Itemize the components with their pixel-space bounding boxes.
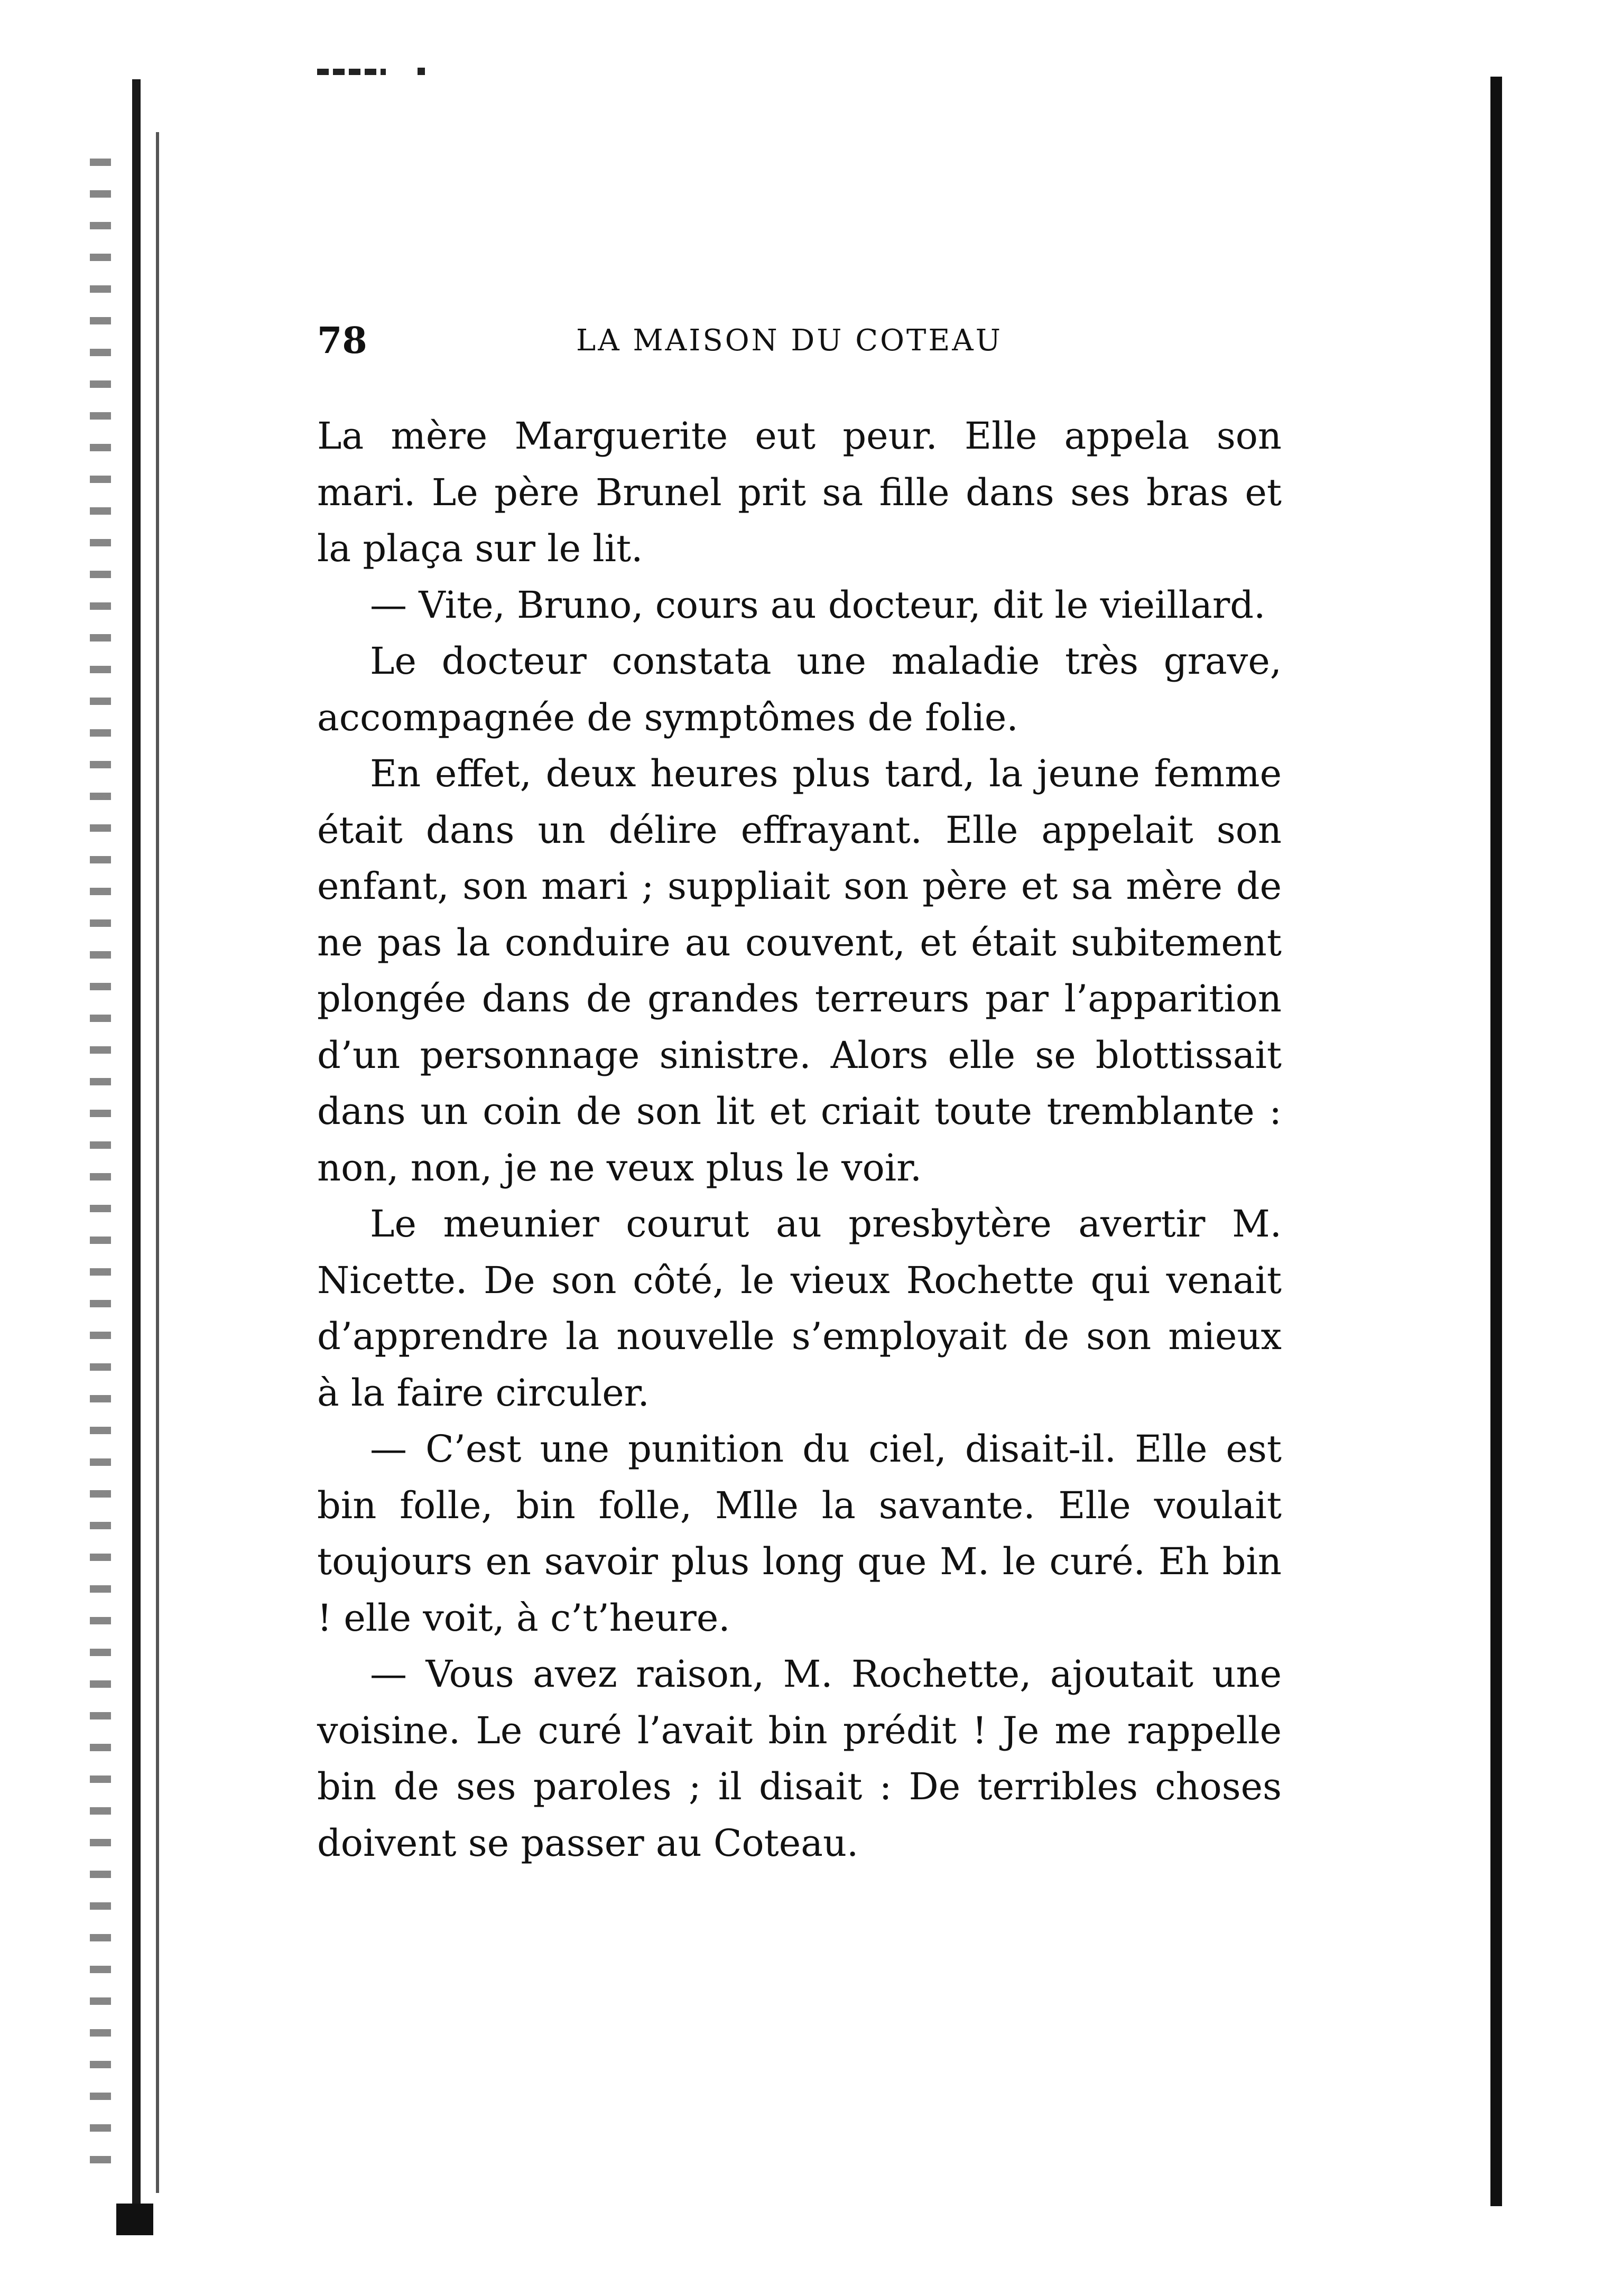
scan-top-dot	[418, 68, 425, 75]
scan-binding-line	[156, 132, 159, 2193]
scan-right-edge	[1490, 77, 1502, 2206]
page-header	[317, 317, 1268, 365]
scan-binding-shadow	[90, 159, 111, 2167]
paragraph: Le docteur constata une maladie très grave, accompagnée de symptômes de folie.	[317, 639, 1282, 739]
paragraph: En effet, deux heures plus tard, la jeune femme était dans un délire effrayant. Elle appelait son enfant, son mari ; suppliait son père et sa mère de ne pas la conduire au couvent, et était subitement plongée dans de grandes terreurs par l’apparition d’un personnage sinistre. Alors elle se blottissait dans un coin de son lit et criait toute tremblante : non, non, je ne veux plus le voir.	[317, 752, 1282, 1189]
scan-binding-corner	[116, 2204, 153, 2235]
paragraph: La mère Marguerite eut peur. Elle appela son mari. Le père Brunel prit sa fille dans ses bras et la plaça sur le lit.	[317, 414, 1282, 570]
body-text	[317, 408, 1282, 1871]
scan-binding-edge	[132, 79, 141, 2235]
paragraph: — Vite, Bruno, cours au docteur, dit le vieillard.	[370, 583, 1266, 627]
paragraph: — Vous avez raison, M. Rochette, ajoutait une voisine. Le curé l’avait bin prédit ! Je me rappelle bin de ses paroles ; il disait : De terribles choses doivent se passer au Coteau.	[317, 1652, 1282, 1865]
paragraph: — C’est une punition du ciel, disait-il. Elle est bin folle, bin folle, Mlle la savante. Elle voulait toujours en savoir plus long que M. le curé. Eh bin ! elle voit, à c’t’heure.	[317, 1427, 1282, 1640]
paragraph: Le meunier courut au presbytère avertir M. Nicette. De son côté, le vieux Rochette qui venait d’apprendre la nouvelle s’employait de son mieux à la faire circuler.	[317, 1202, 1282, 1415]
page-number: 78	[317, 320, 367, 362]
scan-top-marks	[317, 69, 386, 75]
running-head: LA MAISON DU COTEAU	[576, 323, 1003, 358]
